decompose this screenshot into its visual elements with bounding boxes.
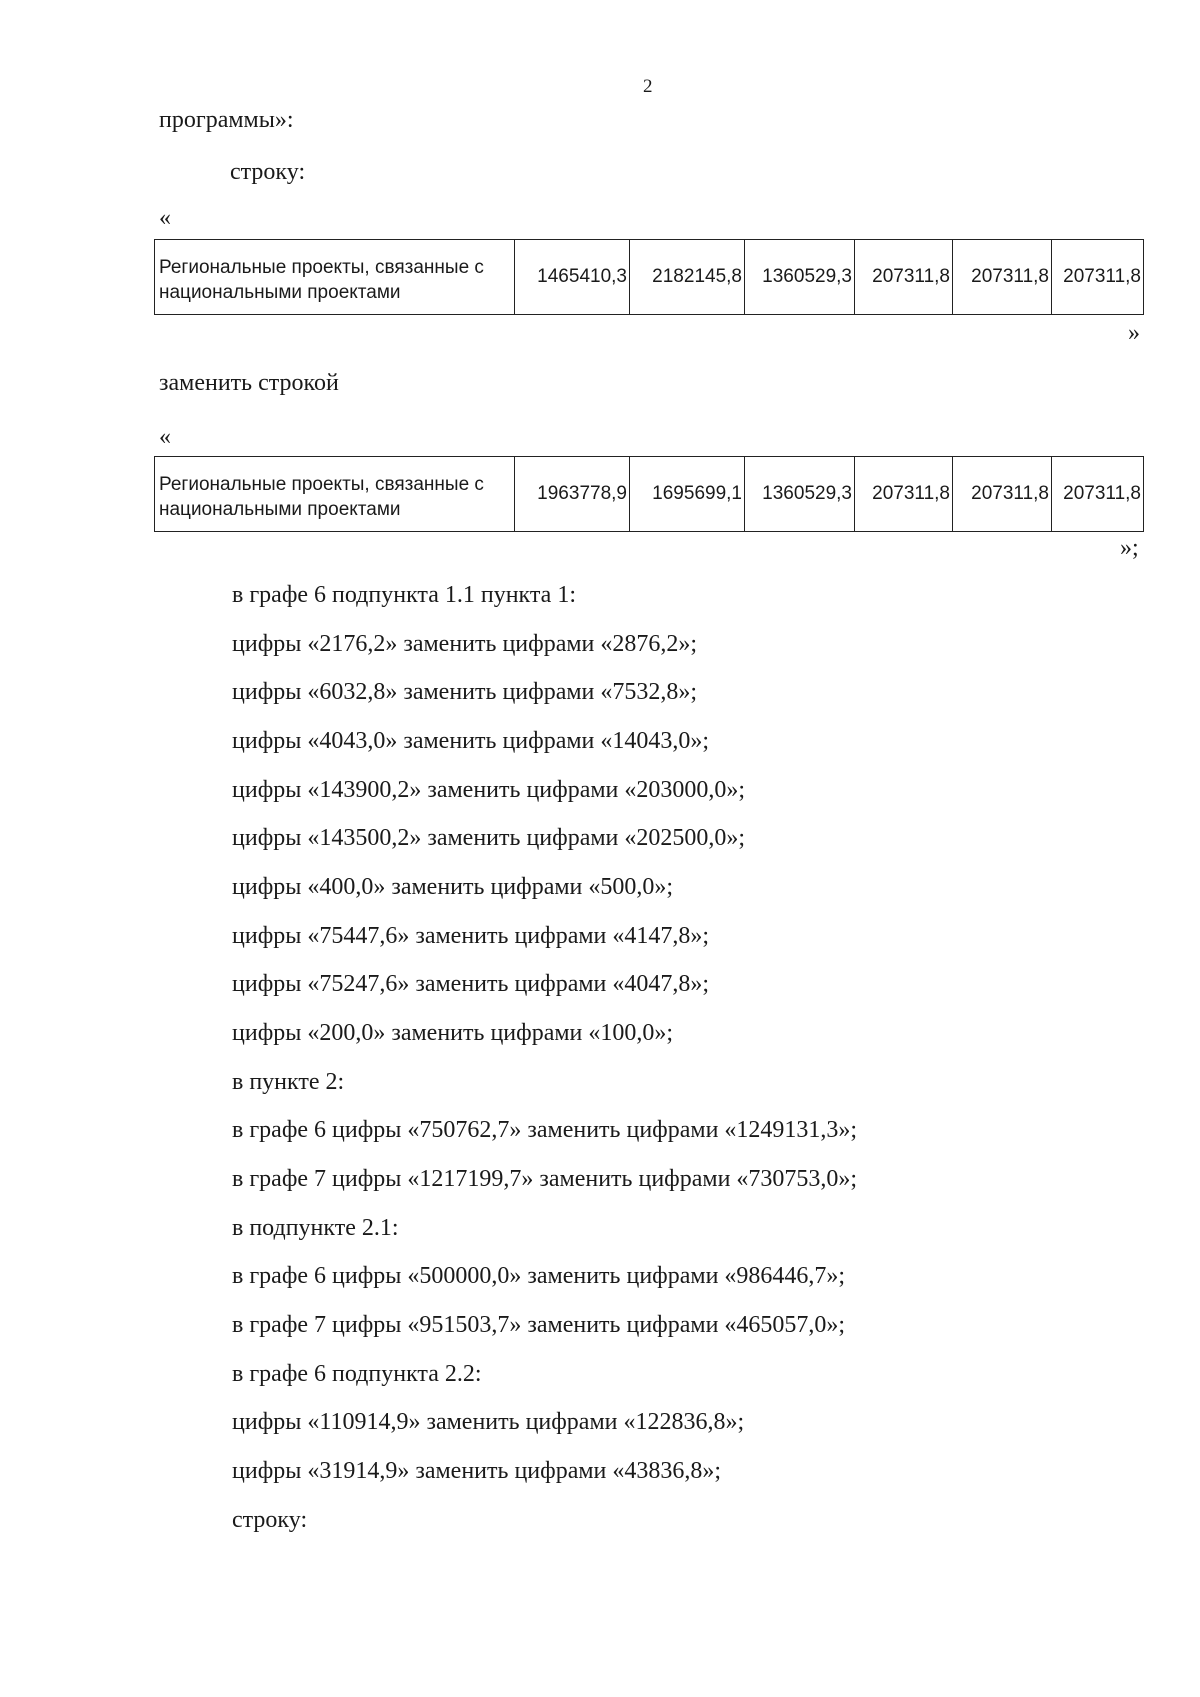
- amendment-line: цифры «4043,0» заменить цифрами «14043,0»;: [232, 728, 710, 754]
- value-cell: 207311,8: [855, 240, 953, 315]
- amendment-line: цифры «200,0» заменить цифрами «100,0»;: [232, 1020, 674, 1046]
- amendment-line: в графе 7 цифры «1217199,7» заменить цифрами «730753,0»;: [232, 1166, 858, 1192]
- value-cell: 207311,8: [1052, 457, 1144, 532]
- open-quote: «: [159, 424, 171, 450]
- amendment-line: цифры «110914,9» заменить цифрами «122836,8»;: [232, 1409, 745, 1435]
- close-quote: »: [1128, 320, 1140, 346]
- row-label: Региональные проекты, связанные с национальными проектами: [155, 457, 515, 532]
- value-cell: 2182145,8: [630, 240, 745, 315]
- value-cell: 207311,8: [953, 240, 1052, 315]
- amendment-line: в пункте 2:: [232, 1069, 345, 1095]
- amendment-line: в графе 6 подпункта 2.2:: [232, 1361, 482, 1387]
- amendment-line: цифры «31914,9» заменить цифрами «43836,8»;: [232, 1458, 722, 1484]
- amendment-line: в графе 7 цифры «951503,7» заменить цифрами «465057,0»;: [232, 1312, 846, 1338]
- amendment-line: в графе 6 цифры «500000,0» заменить цифрами «986446,7»;: [232, 1263, 846, 1289]
- value-cell: 207311,8: [953, 457, 1052, 532]
- table-row: [155, 240, 1144, 315]
- text-line: строку:: [230, 159, 306, 185]
- page-number: 2: [643, 76, 653, 97]
- new-row-table: [154, 456, 1144, 532]
- amendment-line: цифры «2176,2» заменить цифрами «2876,2»;: [232, 631, 698, 657]
- value-cell: 207311,8: [1052, 240, 1144, 315]
- amendment-line: в графе 6 цифры «750762,7» заменить цифрами «1249131,3»;: [232, 1117, 858, 1143]
- text-line: программы»:: [159, 107, 294, 133]
- amendment-line: цифры «143900,2» заменить цифрами «203000,0»;: [232, 777, 746, 803]
- table-row: [155, 457, 1144, 532]
- value-cell: 1963778,9: [515, 457, 630, 532]
- amendment-line: цифры «143500,2» заменить цифрами «202500,0»;: [232, 825, 746, 851]
- old-row-table: [154, 239, 1144, 315]
- row-label: Региональные проекты, связанные с национальными проектами: [155, 240, 515, 315]
- amendment-line: в графе 6 подпункта 1.1 пункта 1:: [232, 582, 576, 608]
- value-cell: 207311,8: [855, 457, 953, 532]
- text-line: заменить строкой: [159, 370, 339, 396]
- value-cell: 1360529,3: [745, 457, 855, 532]
- amendment-line: цифры «75247,6» заменить цифрами «4047,8»;: [232, 971, 710, 997]
- value-cell: 1695699,1: [630, 457, 745, 532]
- amendment-line: строку:: [232, 1507, 308, 1533]
- close-quote-semicolon: »;: [1120, 535, 1139, 561]
- amendment-line: в подпункте 2.1:: [232, 1215, 399, 1241]
- amendment-line: цифры «6032,8» заменить цифрами «7532,8»;: [232, 679, 698, 705]
- amendment-line: цифры «75447,6» заменить цифрами «4147,8»;: [232, 923, 710, 949]
- value-cell: 1465410,3: [515, 240, 630, 315]
- value-cell: 1360529,3: [745, 240, 855, 315]
- amendment-line: цифры «400,0» заменить цифрами «500,0»;: [232, 874, 674, 900]
- open-quote: «: [159, 205, 171, 231]
